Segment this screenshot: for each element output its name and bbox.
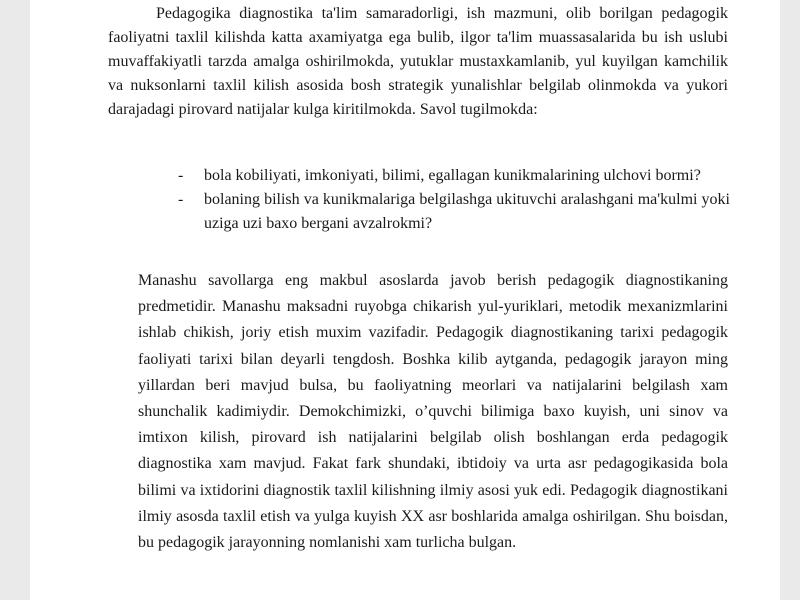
paragraph-intro: Pedagogika diagnostika ta'lim samaradorligi, ish mazmuni, olib borilgan pedagogik faoliyatni taxlil kilishda katta axamiyatga ega bulib, ilgor ta'lim muassasalarida bu ish uslubi muvaffakiyatli tarzda amalga oshirilmokda, yutuklar mustaxkamlanib, yul kuyilgan kamchilik va nuksonlarni taxlil kilish asosida bosh strategik yunalishlar belgilab olinmokda va yukori darajadagi pirovard natijalar kulga kiritilmokda. Savol tugilmokda: (108, 5, 728, 118)
list-item (174, 164, 730, 188)
paragraph-main: Manashu savollarga eng makbul asoslarda javob berish pedagogik diagnostikaning predmetidir. Manashu maksadni ruyobga chikarish yul-yuriklari, metodik mexanizmlarini ishlab chikish, joriy etish muxim vazifadir. Pedagogik diagnostikaning tarixi pedagogik faoliyati tarixi bilan deyarli tengdosh. Boshka kilib aytganda, pedagogik jarayon ming yillardan beri mavjud bulsa, bu faoliyatning meorlari va natijalarini belgilash xam shunchalik kadimiydir. Demokchimizki, o’quvchi bilimiga baxo kuyish, uni sinov va imtixon kilish, pirovard ish natijalarini belgilab olish boshlangan erda pedagogik diagnostika xam mavjud. Fakat fark shundaki, ibtidoiy va urta asr pedagogikasida bola bilimi va ixtidorini diagnostik taxlil kilishning ilmiy asosi yuk edi. Pedagogik diagnostikani ilmiy asosda taxlil etish va yulga kuyish XX asr boshlarida amalga oshirilgan. Shu boisdan, bu pedagogik jarayonning nomlanishi xam turlicha bulgan. (138, 272, 728, 552)
list-marker: - (178, 167, 184, 184)
question-list (174, 164, 730, 236)
list-item (174, 188, 730, 236)
list-item-text: bola kobiliyati, imkoniyati, bilimi, egallagan kunikmalarining ulchovi bormi? (204, 167, 701, 184)
list-item-text: bolaning bilish va kunikmalariga belgilashga ukituvchi aralashgani ma'kulmi yoki uziga uzi baxo bergani avzalrokmi? (204, 191, 730, 232)
list-marker: - (178, 191, 184, 208)
